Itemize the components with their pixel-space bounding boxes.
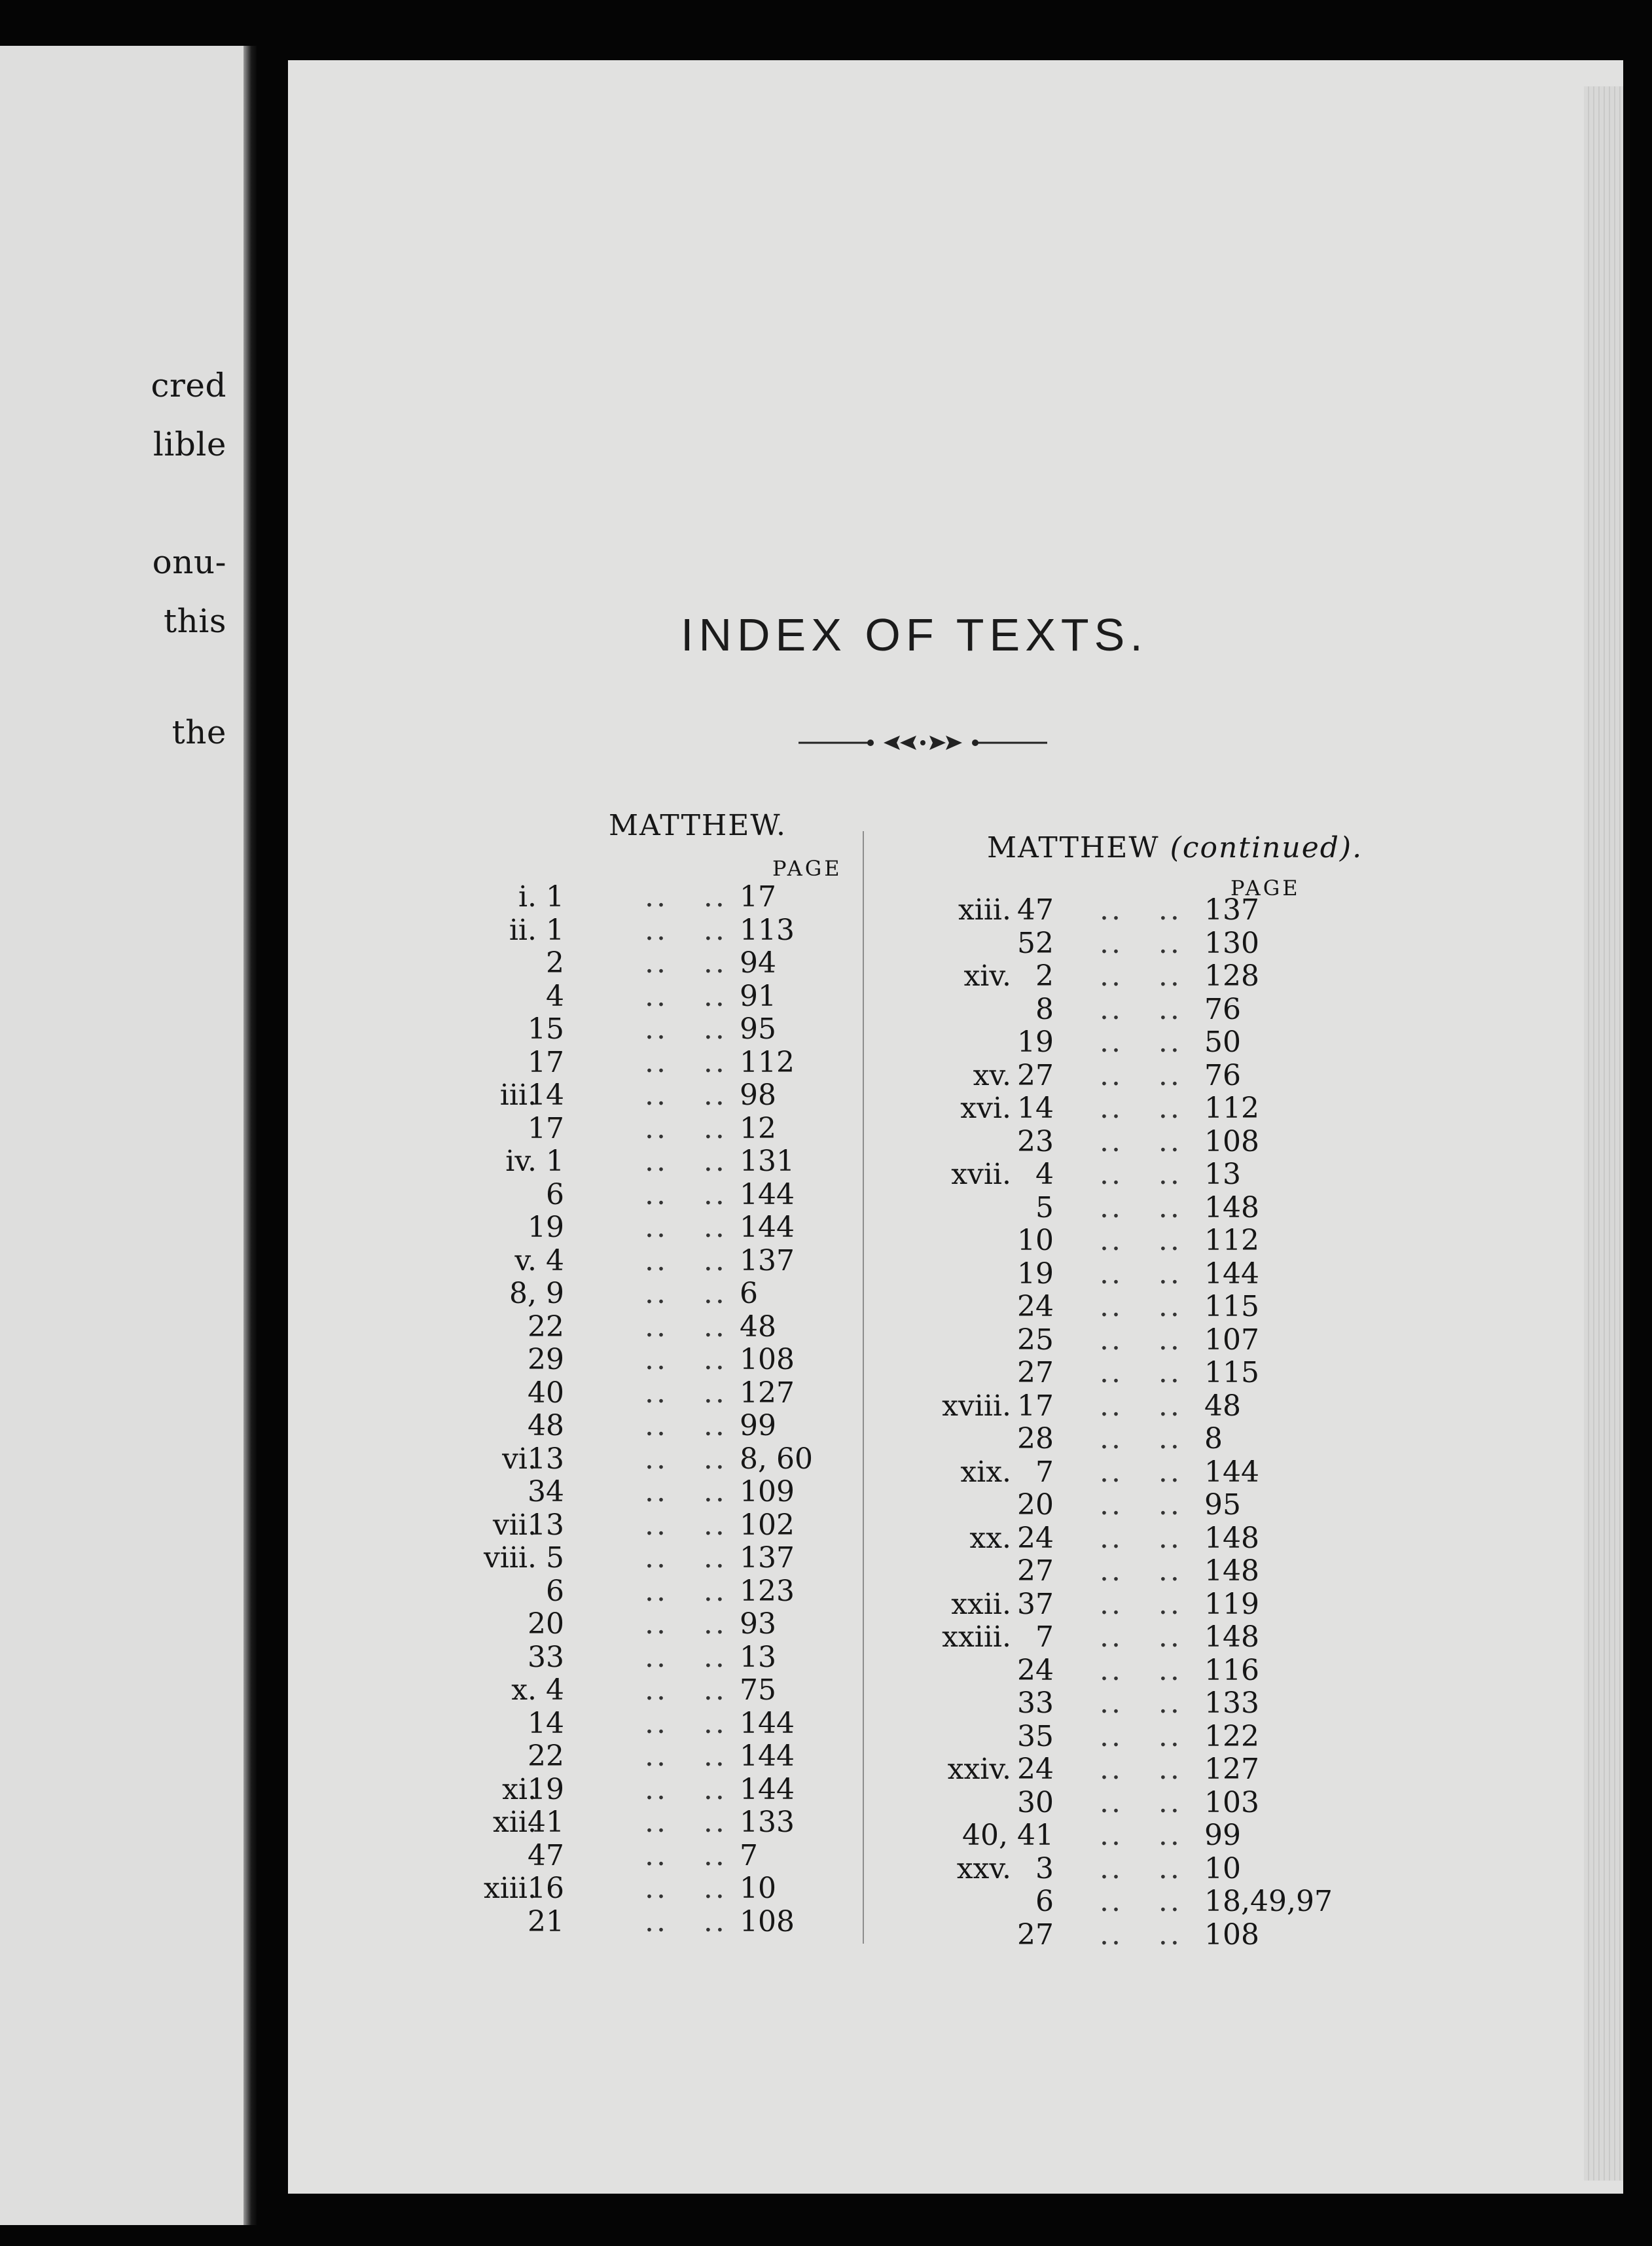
- verse-number: 33: [1017, 1686, 1054, 1720]
- verse-number: 20: [528, 1607, 564, 1641]
- verse-number: 10: [1017, 1224, 1054, 1257]
- page-number: 18,49,97: [1204, 1885, 1333, 1918]
- leader-dots: .. ..: [645, 1508, 727, 1542]
- page-number: 75: [740, 1673, 776, 1707]
- page-number: 112: [1204, 1092, 1259, 1125]
- page-number: 17: [740, 880, 776, 914]
- verse-number: 19: [1017, 1025, 1054, 1059]
- leader-dots: .. ..: [645, 1475, 727, 1508]
- leader-dots: .. ..: [1100, 1092, 1182, 1125]
- leader-dots: .. ..: [645, 1541, 727, 1575]
- verse-number: 23: [1017, 1124, 1054, 1158]
- verse-number: 25: [1017, 1323, 1054, 1357]
- page-title: INDEX OF TEXTS.: [681, 609, 1148, 660]
- page-number: 7: [740, 1838, 758, 1872]
- leader-dots: .. ..: [645, 979, 727, 1013]
- verse-number: 52: [1017, 926, 1054, 960]
- verse-number: 40: [528, 1376, 564, 1410]
- verse-number: 2: [546, 946, 564, 980]
- verse-number: 1: [546, 880, 564, 914]
- page-number: 128: [1204, 959, 1259, 993]
- verse-number: 14: [528, 1078, 564, 1112]
- chapter-numeral: xviii.: [942, 1389, 1011, 1423]
- page-number: 115: [1204, 1356, 1259, 1389]
- chapter-numeral: v.: [514, 1243, 537, 1277]
- chapter-numeral: xxv.: [956, 1851, 1011, 1885]
- chapter-numeral: x.: [511, 1673, 537, 1707]
- leader-dots: .. ..: [645, 946, 727, 980]
- leader-dots: .. ..: [645, 880, 727, 914]
- verse-number: 21: [528, 1904, 564, 1938]
- page-number: 112: [1204, 1224, 1259, 1257]
- leader-dots: .. ..: [1100, 1124, 1182, 1158]
- right-page: [288, 60, 1623, 2194]
- page-number: 137: [1204, 893, 1259, 927]
- page-number: 122: [1204, 1719, 1259, 1753]
- page-number: 98: [740, 1078, 776, 1112]
- page-number: 10: [1204, 1851, 1241, 1885]
- page-number: 144: [1204, 1455, 1259, 1489]
- leader-dots: .. ..: [645, 1739, 727, 1773]
- leader-dots: .. ..: [1100, 1158, 1182, 1191]
- page-number: 10: [740, 1872, 776, 1905]
- page-number: 13: [740, 1640, 776, 1674]
- leader-dots: .. ..: [645, 1376, 727, 1410]
- verse-number: 28: [1017, 1422, 1054, 1455]
- page-number: 144: [740, 1211, 795, 1244]
- left-page-fragment: cred: [151, 366, 226, 404]
- verse-number: 5: [1035, 1190, 1054, 1224]
- leader-dots: .. ..: [1100, 1686, 1182, 1720]
- leader-dots: .. ..: [1100, 1753, 1182, 1786]
- page-number: 133: [1204, 1686, 1259, 1720]
- leader-dots: .. ..: [1100, 1190, 1182, 1224]
- verse-number: 30: [1017, 1785, 1054, 1819]
- page-number: 144: [1204, 1257, 1259, 1291]
- leader-dots: .. ..: [645, 1806, 727, 1839]
- verse-number: 8, 9: [509, 1277, 564, 1310]
- page-number: 130: [1204, 926, 1259, 960]
- verse-number: 19: [528, 1211, 564, 1244]
- page-number: 50: [1204, 1025, 1241, 1059]
- verse-number: 8: [1035, 992, 1054, 1026]
- leader-dots: .. ..: [1100, 1025, 1182, 1059]
- page-column-label: PAGE: [1230, 876, 1301, 900]
- leader-dots: .. ..: [645, 1111, 727, 1145]
- leader-dots: .. ..: [1100, 959, 1182, 993]
- page-number: 116: [1204, 1653, 1259, 1687]
- verse-number: 19: [1017, 1257, 1054, 1291]
- verse-number: 7: [1035, 1620, 1054, 1654]
- chapter-numeral: xii.: [493, 1806, 537, 1839]
- page-number: 93: [740, 1607, 776, 1641]
- column-divider: [863, 831, 864, 1944]
- verse-number: 16: [528, 1872, 564, 1905]
- leader-dots: .. ..: [645, 1442, 727, 1476]
- verse-number: 27: [1017, 1917, 1054, 1952]
- verse-number: 13: [528, 1442, 564, 1476]
- chapter-numeral: xiv.: [963, 959, 1011, 993]
- leader-dots: .. ..: [645, 1640, 727, 1674]
- page-number: 76: [1204, 992, 1241, 1026]
- leader-dots: .. ..: [645, 913, 727, 947]
- leader-dots: .. ..: [1100, 1819, 1182, 1852]
- chapter-numeral: xxiv.: [947, 1753, 1011, 1786]
- verse-number: 20: [1017, 1488, 1054, 1522]
- verse-number: 22: [528, 1310, 564, 1344]
- verse-number: 15: [528, 1012, 564, 1046]
- page-number: 148: [1204, 1620, 1259, 1654]
- verse-number: 17: [528, 1045, 564, 1079]
- leader-dots: .. ..: [1100, 1521, 1182, 1555]
- verse-number: 14: [528, 1706, 564, 1740]
- leader-dots: .. ..: [1100, 1785, 1182, 1819]
- chapter-numeral: i.: [518, 880, 537, 914]
- leader-dots: .. ..: [1100, 1620, 1182, 1654]
- verse-number: 24: [1017, 1521, 1054, 1555]
- page-number: 95: [1204, 1488, 1241, 1522]
- page-number: 137: [740, 1541, 795, 1575]
- verse-number: 29: [528, 1343, 564, 1376]
- verse-number: 5: [546, 1541, 564, 1575]
- leader-dots: .. ..: [645, 1838, 727, 1872]
- chapter-numeral: vii.: [493, 1508, 537, 1542]
- leader-dots: .. ..: [1100, 1422, 1182, 1455]
- page-number: 144: [740, 1177, 795, 1211]
- heading-text: MATTHEW: [987, 831, 1160, 865]
- leader-dots: .. ..: [1100, 1587, 1182, 1621]
- page-number: 131: [740, 1145, 795, 1178]
- verse-number: 24: [1017, 1753, 1054, 1786]
- page-number: 148: [1204, 1190, 1259, 1224]
- left-page-fragment: this: [164, 602, 226, 640]
- leader-dots: .. ..: [645, 1904, 727, 1938]
- page-number: 115: [1204, 1290, 1259, 1323]
- chapter-numeral: xv.: [973, 1058, 1011, 1092]
- page-number: 137: [740, 1243, 795, 1277]
- leader-dots: .. ..: [645, 1243, 727, 1277]
- verse-number: 6: [546, 1177, 564, 1211]
- page-number: 108: [740, 1343, 795, 1376]
- verse-number: 2: [1035, 959, 1054, 993]
- verse-number: 48: [528, 1409, 564, 1442]
- chapter-numeral: vi.: [502, 1442, 537, 1476]
- heading-text: MATTHEW.: [609, 809, 787, 842]
- leader-dots: .. ..: [1100, 1653, 1182, 1687]
- chapter-numeral: xi.: [502, 1772, 537, 1806]
- page-number: 108: [1204, 1124, 1259, 1158]
- page-number: 102: [740, 1508, 795, 1542]
- verse-number: 17: [1017, 1389, 1054, 1423]
- leader-dots: .. ..: [1100, 1554, 1182, 1588]
- page-number: 103: [1204, 1785, 1259, 1819]
- leader-dots: .. ..: [645, 1872, 727, 1905]
- chapter-numeral: iv.: [505, 1145, 537, 1178]
- left-page-fragment: onu-: [152, 543, 226, 581]
- leader-dots: .. ..: [645, 1177, 727, 1211]
- leader-dots: .. ..: [1100, 1917, 1182, 1952]
- chapter-numeral: xx.: [969, 1521, 1011, 1555]
- verse-number: 37: [1017, 1587, 1054, 1621]
- leader-dots: .. ..: [1100, 1356, 1182, 1389]
- verse-number: 19: [528, 1772, 564, 1806]
- leader-dots: .. ..: [645, 1211, 727, 1244]
- verse-number: 4: [546, 1243, 564, 1277]
- verse-number: 4: [546, 1673, 564, 1707]
- page-number: 48: [740, 1310, 776, 1344]
- verse-number: 1: [546, 913, 564, 947]
- page-number: 76: [1204, 1058, 1241, 1092]
- chapter-numeral: xiii.: [958, 893, 1011, 927]
- page-number: 95: [740, 1012, 776, 1046]
- page-number: 113: [740, 913, 795, 947]
- leader-dots: .. ..: [1100, 893, 1182, 927]
- verse-number: 34: [528, 1475, 564, 1508]
- chapter-numeral: xvii.: [951, 1158, 1011, 1191]
- page-number: 148: [1204, 1554, 1259, 1588]
- page-number: 108: [1204, 1917, 1259, 1952]
- page-number: 127: [740, 1376, 795, 1410]
- chapter-numeral: ii.: [509, 913, 537, 947]
- leader-dots: .. ..: [1100, 1885, 1182, 1918]
- verse-number: 4: [1035, 1158, 1054, 1191]
- leader-dots: .. ..: [645, 1574, 727, 1608]
- verse-number: 35: [1017, 1719, 1054, 1753]
- page-number: 112: [740, 1045, 795, 1079]
- chapter-numeral: viii.: [483, 1541, 537, 1575]
- verse-number: 13: [528, 1508, 564, 1542]
- verse-number: 24: [1017, 1290, 1054, 1323]
- leader-dots: .. ..: [645, 1045, 727, 1079]
- page-column-label: PAGE: [772, 856, 842, 881]
- verse-number: 6: [1035, 1885, 1054, 1918]
- leader-dots: .. ..: [645, 1772, 727, 1806]
- heading-italic-text: (continued).: [1170, 831, 1363, 865]
- page-number: 48: [1204, 1389, 1241, 1423]
- page-number: 109: [740, 1475, 795, 1508]
- leader-dots: .. ..: [645, 1145, 727, 1178]
- leader-dots: .. ..: [645, 1706, 727, 1740]
- verse-number: 22: [528, 1739, 564, 1773]
- chapter-numeral: xxii.: [951, 1587, 1011, 1621]
- leader-dots: .. ..: [1100, 1719, 1182, 1753]
- verse-number: 33: [528, 1640, 564, 1674]
- leader-dots: .. ..: [1100, 1290, 1182, 1323]
- chapter-numeral: xix.: [960, 1455, 1011, 1489]
- leader-dots: .. ..: [645, 1343, 727, 1376]
- verse-number: 47: [528, 1838, 564, 1872]
- page-number: 144: [740, 1706, 795, 1740]
- leader-dots: .. ..: [1100, 1455, 1182, 1489]
- leader-dots: .. ..: [1100, 1323, 1182, 1357]
- chapter-numeral: xiii.: [483, 1872, 537, 1905]
- book-spine: [243, 46, 257, 2225]
- page-number: 91: [740, 979, 776, 1013]
- leader-dots: .. ..: [645, 1012, 727, 1046]
- verse-number: 24: [1017, 1653, 1054, 1687]
- page-number: 107: [1204, 1323, 1259, 1357]
- column-heading-right: [987, 831, 1363, 865]
- page-number: 123: [740, 1574, 795, 1608]
- verse-number: 3: [1035, 1851, 1054, 1885]
- leader-dots: .. ..: [1100, 1224, 1182, 1257]
- leader-dots: .. ..: [645, 1409, 727, 1442]
- leader-dots: .. ..: [645, 1673, 727, 1707]
- verse-number: 47: [1017, 893, 1054, 927]
- page-number: 8: [1204, 1422, 1223, 1455]
- verse-number: 40, 41: [962, 1819, 1054, 1852]
- leader-dots: .. ..: [1100, 1851, 1182, 1885]
- page-number: 12: [740, 1111, 776, 1145]
- page-number: 108: [740, 1904, 795, 1938]
- page-number: 144: [740, 1772, 795, 1806]
- page-number: 8, 60: [740, 1442, 813, 1476]
- page-number: 99: [1204, 1819, 1241, 1852]
- leader-dots: .. ..: [1100, 1257, 1182, 1291]
- ornament-divider-icon: [792, 728, 1054, 758]
- leader-dots: .. ..: [1100, 1389, 1182, 1423]
- chapter-numeral: iii.: [499, 1078, 537, 1112]
- verse-number: 41: [528, 1806, 564, 1839]
- page-number: 6: [740, 1277, 758, 1310]
- leader-dots: .. ..: [1100, 926, 1182, 960]
- verse-number: 27: [1017, 1058, 1054, 1092]
- left-page-fragment: the: [171, 713, 226, 751]
- verse-number: 4: [546, 979, 564, 1013]
- left-page: [0, 46, 243, 2225]
- page-number: 133: [740, 1806, 795, 1839]
- verse-number: 7: [1035, 1455, 1054, 1489]
- chapter-numeral: xxiii.: [942, 1620, 1011, 1654]
- verse-number: 14: [1017, 1092, 1054, 1125]
- page-number: 13: [1204, 1158, 1241, 1191]
- verse-number: 6: [546, 1574, 564, 1608]
- verse-number: 1: [546, 1145, 564, 1178]
- page-number: 144: [740, 1739, 795, 1773]
- leader-dots: .. ..: [645, 1078, 727, 1112]
- column-heading-left: [609, 809, 787, 842]
- leader-dots: .. ..: [645, 1310, 727, 1344]
- page-number: 94: [740, 946, 776, 980]
- page-number: 99: [740, 1409, 776, 1442]
- leader-dots: .. ..: [1100, 992, 1182, 1026]
- verse-number: 17: [528, 1111, 564, 1145]
- leader-dots: .. ..: [1100, 1058, 1182, 1092]
- leader-dots: .. ..: [645, 1607, 727, 1641]
- verse-number: 27: [1017, 1356, 1054, 1389]
- left-page-fragment: lible: [153, 425, 226, 463]
- leader-dots: .. ..: [645, 1277, 727, 1310]
- page-number: 127: [1204, 1753, 1259, 1786]
- leader-dots: .. ..: [1100, 1488, 1182, 1522]
- verse-number: 27: [1017, 1554, 1054, 1588]
- page-number: 148: [1204, 1521, 1259, 1555]
- page-number: 119: [1204, 1587, 1259, 1621]
- chapter-numeral: xvi.: [960, 1092, 1011, 1125]
